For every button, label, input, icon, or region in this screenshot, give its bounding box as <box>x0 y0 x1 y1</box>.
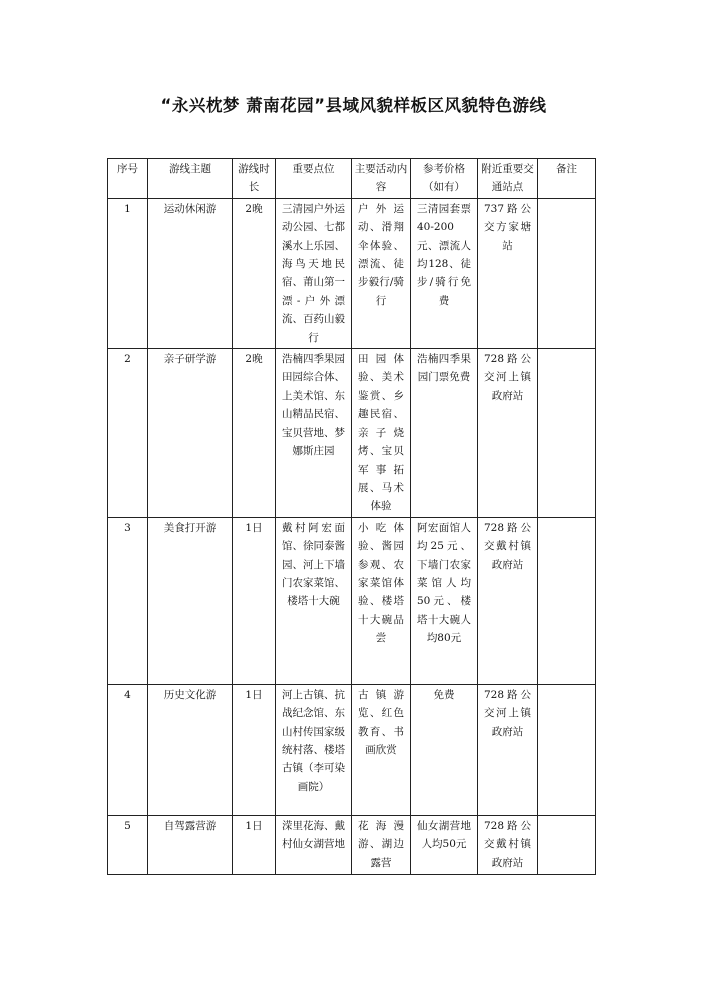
tour-route-table <box>107 158 596 875</box>
cell-theme: 亲子研学游 <box>148 349 233 518</box>
cell-duration: 2晚 <box>233 198 276 348</box>
cell-no: 4 <box>108 684 148 815</box>
cell-no: 2 <box>108 349 148 518</box>
table-row <box>108 198 596 348</box>
page-title: “永兴枕梦 萧南花园”县域风貌样板区风貌特色游线 <box>160 96 547 115</box>
cell-duration: 2晚 <box>233 349 276 518</box>
cell-spots: 三清园户外运动公园、七都溪水上乐园、海鸟天地民宿、莆山第一漂-户外漂流、百药山毅行 <box>276 198 352 348</box>
cell-no: 3 <box>108 517 148 684</box>
cell-theme: 历史文化游 <box>148 684 233 815</box>
cell-theme: 美食打开游 <box>148 517 233 684</box>
table-row <box>108 684 596 815</box>
cell-theme: 运动休闲游 <box>148 198 233 348</box>
cell-price: 免费 <box>411 684 478 815</box>
cell-remarks <box>538 517 596 684</box>
cell-remarks <box>538 198 596 348</box>
table-row <box>108 815 596 874</box>
header-duration: 游线时长 <box>233 159 276 199</box>
cell-activities: 小吃体验、酱园参观、农家菜馆体验、楼塔十大碗品尝 <box>352 517 411 684</box>
header-spots: 重要点位 <box>276 159 352 199</box>
table-header-row <box>108 159 596 199</box>
header-theme: 游线主题 <box>148 159 233 199</box>
cell-remarks <box>538 815 596 874</box>
cell-activities: 户外运动、滑翔伞体验、漂流、徒步毅行/骑行 <box>352 198 411 348</box>
cell-duration: 1日 <box>233 815 276 874</box>
cell-duration: 1日 <box>233 684 276 815</box>
cell-activities: 田园体验、美术鉴赏、乡趣民宿、亲子烧烤、宝贝军事拓展、马术体验 <box>352 349 411 518</box>
cell-activities: 古镇游览、红色教育、书画欣赏 <box>352 684 411 815</box>
header-no: 序号 <box>108 159 148 199</box>
cell-spots: 浩楠四季果园田园综合体、上美术馆、东山精品民宿、宝贝营地、梦娜斯庄园 <box>276 349 352 518</box>
table-row <box>108 517 596 684</box>
cell-no: 1 <box>108 198 148 348</box>
cell-spots: 溁里花海、戴村仙女湖营地 <box>276 815 352 874</box>
cell-price: 仙女湖营地人均50元 <box>411 815 478 874</box>
cell-transport: 728路公交河上镇政府站 <box>478 684 538 815</box>
cell-transport: 728路公交戴村镇政府站 <box>478 815 538 874</box>
table-row <box>108 349 596 518</box>
cell-spots: 河上古镇、抗战纪念馆、东山村传国家级统村落、楼塔古镇（李可染画院） <box>276 684 352 815</box>
cell-activities: 花海漫游、湖边露营 <box>352 815 411 874</box>
header-transport: 附近重要交通站点 <box>478 159 538 199</box>
cell-price: 三清园套票40-200元、漂流人均128、徒步/骑行免费 <box>411 198 478 348</box>
cell-transport: 728路公交河上镇政府站 <box>478 349 538 518</box>
cell-remarks <box>538 684 596 815</box>
cell-price: 浩楠四季果园门票免费 <box>411 349 478 518</box>
header-activities: 主要活动内容 <box>352 159 411 199</box>
header-price: 参考价格（如有） <box>411 159 478 199</box>
cell-transport: 728路公交戴村镇政府站 <box>478 517 538 684</box>
cell-transport: 737路公交方家塘站 <box>478 198 538 348</box>
cell-theme: 自驾露营游 <box>148 815 233 874</box>
header-remarks: 备注 <box>538 159 596 199</box>
cell-spots: 戴村阿宏面馆、徐同泰酱园、河上下墙门农家菜馆、楼塔十大碗 <box>276 517 352 684</box>
cell-remarks <box>538 349 596 518</box>
cell-duration: 1日 <box>233 517 276 684</box>
cell-no: 5 <box>108 815 148 874</box>
cell-price: 阿宏面馆人均25元、下墙门农家菜馆人均50元、楼塔十大碗人均80元 <box>411 517 478 684</box>
